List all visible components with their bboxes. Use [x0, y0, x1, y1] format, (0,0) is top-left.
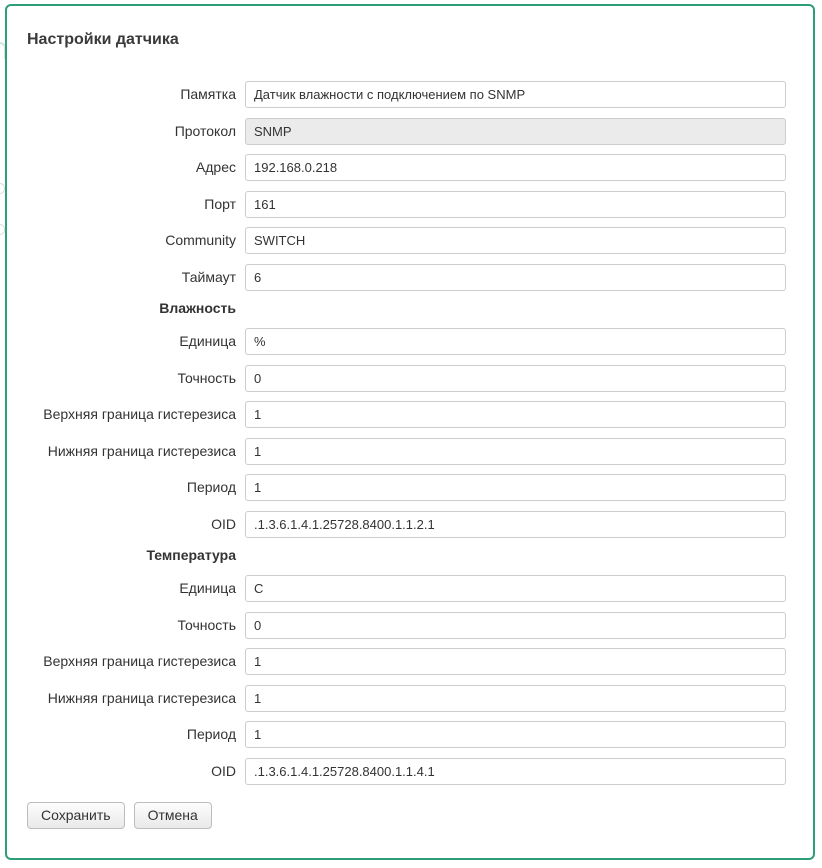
temperature-hyst-upper-label: Верхняя граница гистерезиса — [43, 653, 236, 669]
humidity-period-label: Период — [186, 479, 236, 495]
temperature-oid-label: OID — [211, 762, 236, 779]
temperature-precision-label: Точность — [177, 616, 236, 633]
sensor-settings-dialog — [5, 4, 815, 860]
protocol-row — [27, 118, 786, 145]
dialog-title: Настройки датчика — [27, 31, 179, 48]
humidity-precision-input[interactable] — [245, 365, 786, 392]
save-button[interactable]: Сохранить — [27, 802, 125, 829]
sensor-settings-form — [27, 81, 786, 785]
port-input[interactable] — [245, 191, 786, 218]
humidity-hyst-upper-row — [27, 401, 786, 428]
humidity-period-row — [27, 474, 786, 501]
humidity-unit-input[interactable] — [245, 328, 786, 355]
temperature-precision-input[interactable] — [245, 612, 786, 639]
temperature-unit-label: Единица — [179, 580, 236, 596]
temperature-hyst-upper-row — [27, 648, 786, 675]
humidity-precision-label: Точность — [177, 369, 236, 386]
humidity-unit-label: Единица — [179, 333, 236, 349]
humidity-hyst-upper-label: Верхняя граница гистерезиса — [43, 406, 236, 422]
humidity-precision-row — [27, 365, 786, 392]
temperature-period-label: Период — [186, 726, 236, 742]
humidity-oid-label: OID — [211, 515, 236, 532]
address-input[interactable] — [245, 154, 786, 181]
temperature-hyst-lower-input[interactable] — [245, 685, 786, 712]
temperature-unit-input[interactable] — [245, 575, 786, 602]
humidity-hyst-lower-input[interactable] — [245, 438, 786, 465]
community-label: Community — [165, 232, 236, 248]
humidity-hyst-upper-input[interactable] — [245, 401, 786, 428]
timeout-input[interactable] — [245, 264, 786, 291]
port-row — [27, 191, 786, 218]
address-label: Адрес — [195, 159, 236, 175]
temperature-section-title: Температура — [146, 547, 236, 563]
button-row — [27, 802, 786, 829]
temperature-hyst-lower-label: Нижняя граница гистерезиса — [47, 689, 236, 706]
temperature-period-row — [27, 721, 786, 748]
temperature-precision-row — [27, 612, 786, 639]
memo-label: Памятка — [180, 86, 236, 102]
timeout-row — [27, 264, 786, 291]
community-row — [27, 227, 786, 254]
timeout-label: Таймаут — [181, 268, 236, 285]
port-label: Порт — [204, 195, 236, 212]
temperature-hyst-upper-input[interactable] — [245, 648, 786, 675]
humidity-hyst-lower-label: Нижняя граница гистерезиса — [47, 442, 236, 459]
protocol-input[interactable] — [245, 118, 786, 145]
temperature-oid-row — [27, 758, 786, 785]
address-row — [27, 154, 786, 181]
protocol-label: Протокол — [174, 122, 236, 139]
humidity-oid-row — [27, 511, 786, 538]
temperature-hyst-lower-row — [27, 685, 786, 712]
cancel-button[interactable]: Отмена — [134, 802, 212, 829]
temperature-oid-input[interactable] — [245, 758, 786, 785]
temperature-unit-row — [27, 575, 786, 602]
humidity-hyst-lower-row — [27, 438, 786, 465]
humidity-period-input[interactable] — [245, 474, 786, 501]
temperature-period-input[interactable] — [245, 721, 786, 748]
humidity-unit-row — [27, 328, 786, 355]
humidity-section-title: Влажность — [159, 300, 236, 316]
memo-input[interactable] — [245, 81, 786, 108]
memo-row — [27, 81, 786, 108]
humidity-oid-input[interactable] — [245, 511, 786, 538]
community-input[interactable] — [245, 227, 786, 254]
